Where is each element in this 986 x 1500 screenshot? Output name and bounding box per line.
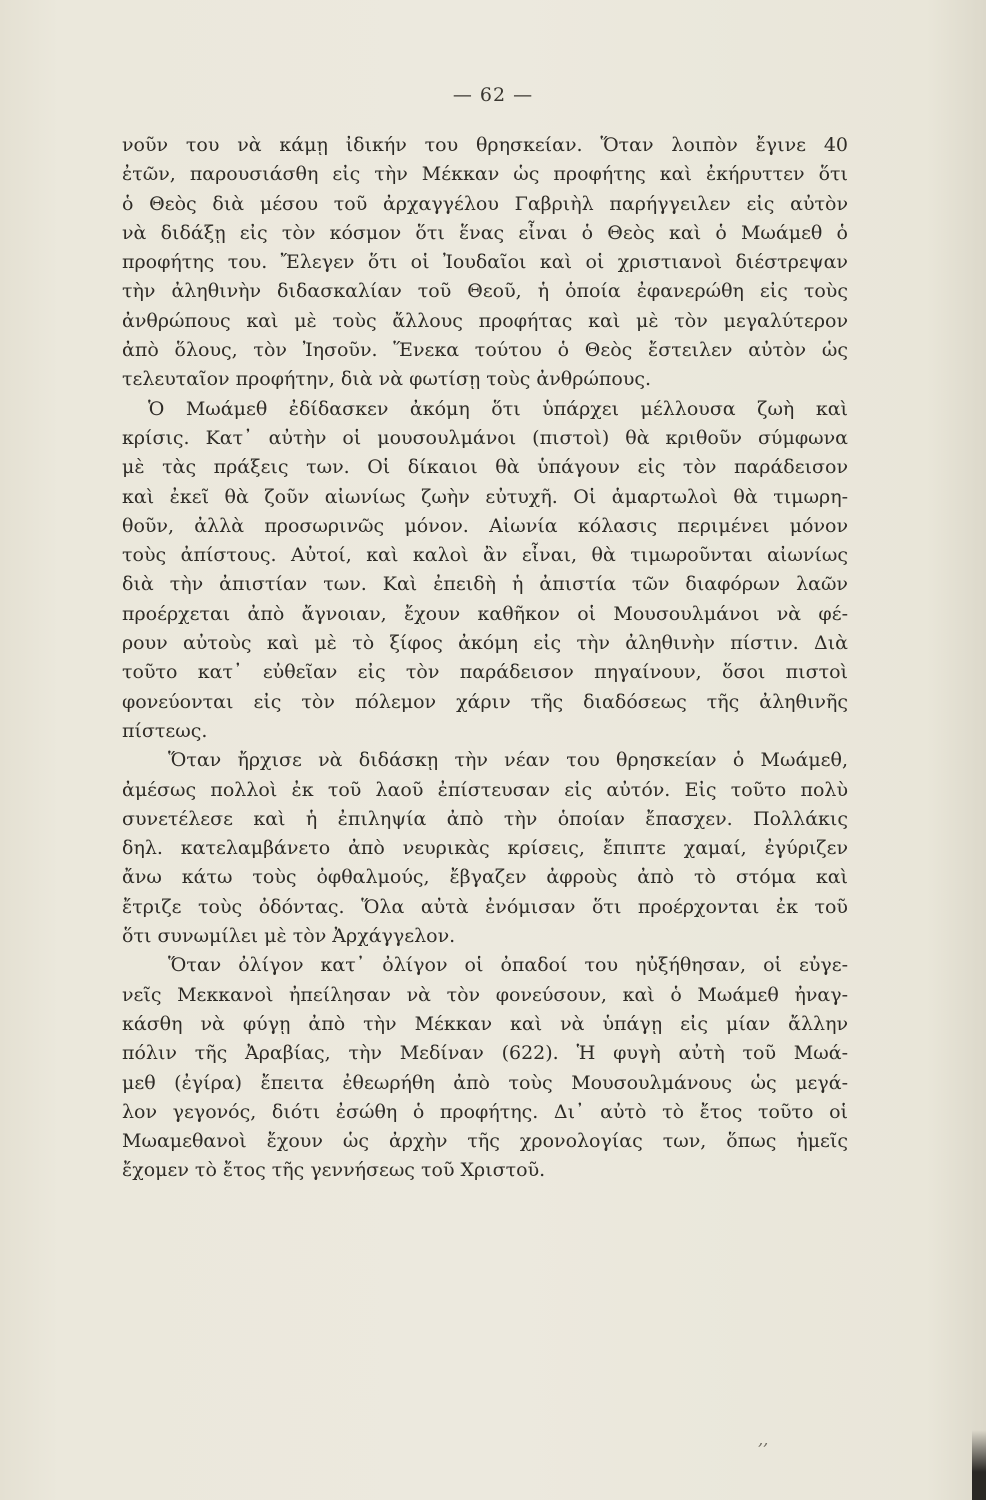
text-line: τοὺς ἀπίστους. Αὐτοί, καὶ καλοὶ ἂν εἶναι, θὰ τιμωροῦνται αἰωνίως xyxy=(122,544,848,567)
text-line: Ὁ Μωάμεθ ἐδίδασκεν ἀκόμη ὅτι ὑπάρχει μέλλουσα ζωὴ καὶ xyxy=(148,397,848,420)
text-line: ἔχομεν τὸ ἔτος τῆς γεννήσεως τοῦ Χριστοῦ. xyxy=(122,1159,546,1182)
page-edge-shadow xyxy=(972,1430,986,1500)
text-line: κάσθη νὰ φύγῃ ἀπὸ τὴν Μέκκαν καὶ νὰ ὑπάγῃ εἰς μίαν ἄλλην xyxy=(122,1012,848,1035)
text-line: θοῦν, ἀλλὰ προσωρινῶς μόνον. Αἰωνία κόλασις περιμένει μόνον xyxy=(122,514,848,537)
text-line: Μωαμεθανοὶ ἔχουν ὡς ἀρχὴν τῆς χρονολογίας των, ὅπως ἡμεῖς xyxy=(122,1130,848,1153)
text-line: κρίσις. Κατ᾽ αὐτὴν οἱ μουσουλμάνοι (πιστοὶ) θὰ κριθοῦν σύμφωνα xyxy=(122,426,848,449)
text-line: συνετέλεσε καὶ ἡ ἐπιληψία ἀπὸ τὴν ὁποίαν ἔπασχεν. Πολλάκις xyxy=(122,807,848,830)
text-line: ἀπὸ ὅλους, τὸν Ἰησοῦν. Ἕνεκα τούτου ὁ Θεὸς ἔστειλεν αὐτὸν ὡς xyxy=(122,339,848,362)
body-text xyxy=(122,131,848,1186)
text-line: ὁ Θεὸς διὰ μέσου τοῦ ἀρχαγγέλου Γαβριὴλ παρήγγειλεν εἰς αὐτὸν xyxy=(122,192,848,215)
text-line: προέρχεται ἀπὸ ἄγνοιαν, ἔχουν καθῆκον οἱ Μουσουλμάνοι νὰ φέ- xyxy=(122,602,848,625)
text-line: ἄνω κάτω τοὺς ὀφθαλμούς, ἔβγαζεν ἀφροὺς ἀπὸ τὸ στόμα καὶ xyxy=(122,866,848,889)
text-line: μὲ τὰς πράξεις των. Οἱ δίκαιοι θὰ ὑπάγουν εἰς τὸν παράδεισον xyxy=(122,456,848,479)
text-line: καὶ ἐκεῖ θὰ ζοῦν αἰωνίως ζωὴν εὐτυχῆ. Οἱ ἁμαρτωλοὶ θὰ τιμωρη- xyxy=(122,485,848,508)
text-line: ἔτριζε τοὺς ὀδόντας. Ὅλα αὐτὰ ἐνόμισαν ὅτι προέρχονται ἐκ τοῦ xyxy=(122,895,848,918)
text-line: νεῖς Μεκκανοὶ ἠπείλησαν νὰ τὸν φονεύσουν, καὶ ὁ Μωάμεθ ἠναγ- xyxy=(122,983,848,1006)
text-line: δηλ. κατελαμβάνετο ἀπὸ νευρικὰς κρίσεις, ἔπιπτε χαμαί, ἐγύριζεν xyxy=(122,837,848,860)
text-line: ὅτι συνωμίλει μὲ τὸν Ἀρχάγγελον. xyxy=(122,925,456,948)
text-line: νὰ διδάξῃ εἰς τὸν κόσμον ὅτι ἕνας εἶναι ὁ Θεὸς καὶ ὁ Μωάμεθ ὁ xyxy=(122,221,848,244)
text-line: φονεύονται εἰς τὸν πόλεμον χάριν τῆς διαδόσεως τῆς ἀληθινῆς xyxy=(122,690,848,713)
margin-mark: ‚‚ xyxy=(758,1430,769,1449)
text-line: πόλιν τῆς Ἀραβίας, τὴν Μεδίναν (622). Ἡ φυγὴ αὐτὴ τοῦ Μωά- xyxy=(122,1042,848,1065)
text-line: πίστεως. xyxy=(122,719,208,742)
text-line: νοῦν του νὰ κάμῃ ἰδικήν του θρησκείαν. Ὅταν λοιπὸν ἔγινε 40 xyxy=(122,134,848,156)
text-line: προφήτης του. Ἔλεγεν ὅτι οἱ Ἰουδαῖοι καὶ οἱ χριστιανοὶ διέστρεψαν xyxy=(122,251,848,274)
text-line: ἀνθρώπους καὶ μὲ τοὺς ἄλλους προφήτας καὶ μὲ τὸν μεγαλύτερον xyxy=(122,309,848,332)
text-line: λον γεγονός, διότι ἐσώθη ὁ προφήτης. Δι᾽ αὐτὸ τὸ ἔτος τοῦτο οἱ xyxy=(122,1100,848,1123)
text-line: Ὅταν ὀλίγον κατ᾽ ὀλίγον οἱ ὀπαδοί του ηὐξήθησαν, οἱ εὐγε- xyxy=(168,954,848,977)
text-line: ρουν αὐτοὺς καὶ μὲ τὸ ξίφος ἀκόμη εἰς τὴν ἀληθινὴν πίστιν. Διὰ xyxy=(122,632,848,655)
text-line: ἐτῶν, παρουσιάσθη εἰς τὴν Μέκκαν ὡς προφήτης καὶ ἐκήρυττεν ὅτι xyxy=(122,163,848,186)
text-line: τοῦτο κατ᾽ εὐθεῖαν εἰς τὸν παράδεισον πηγαίνουν, ὅσοι πιστοὶ xyxy=(122,661,848,684)
text-line: Ὅταν ἤρχισε νὰ διδάσκῃ τὴν νέαν του θρησκείαν ὁ Μωάμεθ, xyxy=(168,749,848,772)
text-line: τελευταῖον προφήτην, διὰ νὰ φωτίσῃ τοὺς ἀνθρώπους. xyxy=(122,368,652,391)
page-number: — 62 — xyxy=(452,84,534,106)
text-line: ἀμέσως πολλοὶ ἐκ τοῦ λαοῦ ἐπίστευσαν εἰς αὐτόν. Εἰς τοῦτο πολὺ xyxy=(122,778,848,801)
text-line: μεθ (ἐγίρα) ἔπειτα ἐθεωρήθη ἀπὸ τοὺς Μουσουλμάνους ὡς μεγά- xyxy=(122,1071,848,1094)
text-line: τὴν ἀληθινὴν διδασκαλίαν τοῦ Θεοῦ, ἡ ὁποία ἐφανερώθη εἰς τοὺς xyxy=(122,280,848,303)
text-line: διὰ τὴν ἀπιστίαν των. Καὶ ἐπειδὴ ἡ ἀπιστία τῶν διαφόρων λαῶν xyxy=(122,573,848,596)
